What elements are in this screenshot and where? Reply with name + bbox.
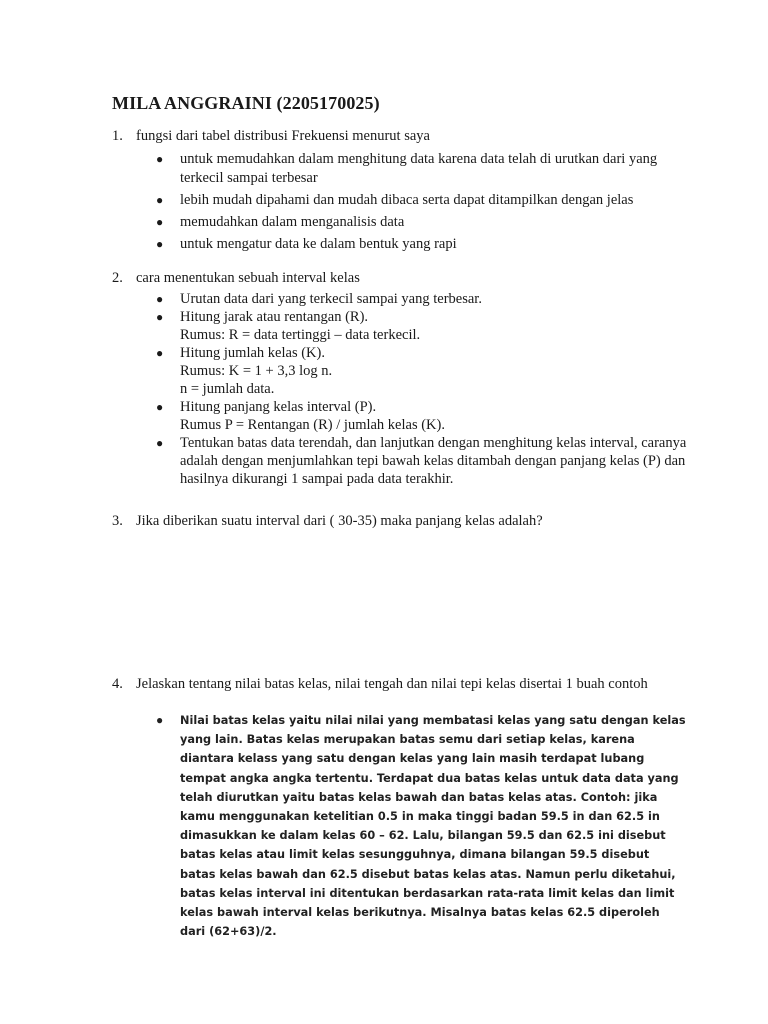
question-2-number: 2. (112, 270, 123, 286)
question-4-text: Jelaskan tentang nilai batas kelas, nilai tengah dan nilai tepi kelas disertai 1 buah contoh (136, 676, 648, 692)
list-item-text: Hitung jarak atau rentangan (R). (180, 309, 369, 325)
list-item (156, 235, 696, 254)
question-2-bullet-list (156, 290, 696, 488)
list-item (156, 434, 696, 488)
list-item (156, 344, 696, 398)
bullet-icon: ● (156, 237, 164, 251)
bullet-icon: ● (156, 152, 164, 166)
question-1-bullet-list (156, 150, 696, 257)
list-item (156, 213, 696, 232)
bullet-icon: ● (156, 436, 164, 450)
list-item (156, 308, 696, 344)
question-3-number: 3. (112, 513, 123, 529)
bullet-icon: ● (156, 292, 164, 306)
answer-text: Nilai batas kelas yaitu nilai nilai yang membatasi kelas yang satu dengan kelas yang lain. Batas kelas merupakan batas semu dari setiap kelas, karena diantara kelass yang satu dengan kelas yang lain masih terdapat lubang tempat angka angka tertentu. Terdapat dua batas kelas untuk data data yang telah diurutkan yaitu batas kelas bawah dan batas kelas atas. Contoh: jika kamu menggunakan ketelitian 0.5 in maka tinggi badan 59.5 in dan 62.5 in dimasukkan ke dalam kelas 60 – 62. Lalu, bilangan 59.5 dan 62.5 ini disebut batas kelas atau limit kelas sesungguhnya, dimana bilangan 59.5 disebut batas kelas bawah dan 62.5 disebut batas kelas atas. Namun perlu diketahui, batas kelas interval ini ditentukan berdasarkan rata-rata limit kelas dan limit kelas bawah interval kelas berikutnya. Misalnya batas kelas 62.5 diperoleh dari (62+63)/2. (180, 714, 686, 939)
formula-note: n = jumlah data. (180, 381, 275, 397)
bullet-icon: ● (156, 400, 164, 414)
list-item (156, 150, 696, 188)
formula-text: Rumus: K = 1 + 3,3 log n. (180, 363, 333, 379)
list-item-text: lebih mudah dipahami dan mudah dibaca serta dapat ditampilkan dengan jelas (180, 192, 634, 208)
list-item (156, 191, 696, 210)
list-item-text: Hitung jumlah kelas (K). (180, 345, 325, 361)
list-item-text: Urutan data dari yang terkecil sampai yang terbesar. (180, 291, 482, 307)
question-1-number: 1. (112, 128, 123, 144)
bullet-icon: ● (156, 713, 164, 727)
list-item-text: Hitung panjang kelas interval (P). (180, 399, 377, 415)
question-1-text: fungsi dari tabel distribusi Frekuensi menurut saya (136, 128, 430, 144)
question-2-text: cara menentukan sebuah interval kelas (136, 270, 360, 286)
question-3-text: Jika diberikan suatu interval dari ( 30-35) maka panjang kelas adalah? (136, 513, 543, 529)
question-4-answer-list (156, 711, 686, 941)
list-item (156, 398, 696, 434)
list-item-text: untuk memudahkan dalam menghitung data karena data telah di urutkan dari yang terkecil sampai terbesar (180, 151, 658, 186)
bullet-icon: ● (156, 346, 164, 360)
question-4-number: 4. (112, 676, 123, 692)
list-item-text: Tentukan batas data terendah, dan lanjutkan dengan menghitung kelas interval, caranya adalah dengan menjumlahkan tepi bawah kelas ditambah dengan panjang kelas (P) dan hasilnya dikurangi 1 sampai pada data terakhir. (180, 435, 687, 487)
list-item-text: memudahkan dalam menganalisis data (180, 214, 405, 230)
page-title: MILA ANGGRAINI (2205170025) (112, 93, 380, 113)
list-item-text: untuk mengatur data ke dalam bentuk yang rapi (180, 236, 457, 252)
bullet-icon: ● (156, 193, 164, 207)
list-item (156, 290, 696, 308)
formula-text: Rumus P = Rentangan (R) / jumlah kelas (K). (180, 417, 445, 433)
bullet-icon: ● (156, 310, 164, 324)
list-item (156, 711, 686, 941)
formula-text: Rumus: R = data tertinggi – data terkecil. (180, 327, 421, 343)
bullet-icon: ● (156, 215, 164, 229)
